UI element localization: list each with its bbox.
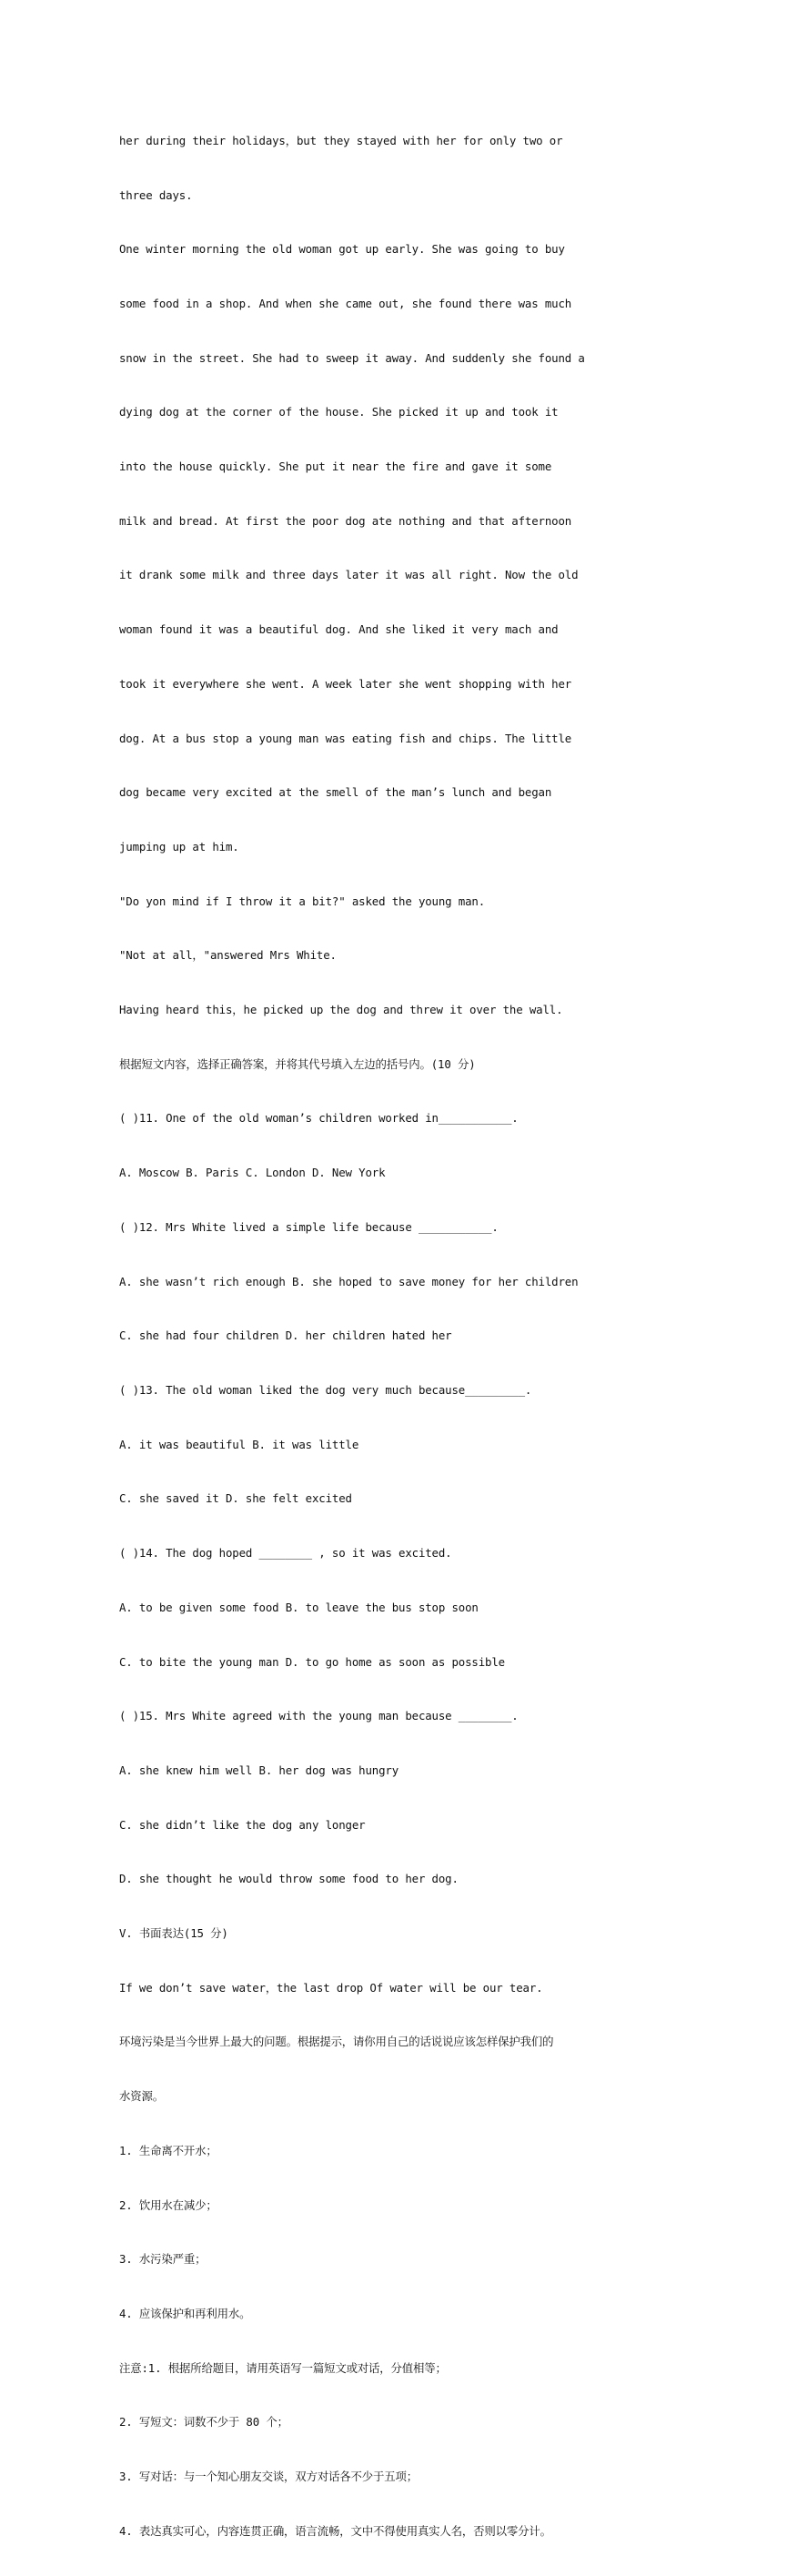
- question-14: ( )14. The dog hoped ________ , so it was excited.: [119, 1546, 452, 1561]
- passage-line: three days.: [119, 187, 193, 202]
- question-12: ( )12. Mrs White lived a simple life because ___________.: [119, 1219, 499, 1234]
- dialogue-line: "Not at all，"answered Mrs White.: [119, 948, 337, 963]
- passage-line: snow in the street. She had to sweep it away. And suddenly she found a: [119, 350, 585, 365]
- question-15: ( )15. Mrs White agreed with the young man because ________.: [119, 1709, 519, 1723]
- passage-line: dying dog at the corner of the house. She picked it up and took it: [119, 405, 559, 419]
- passage-line: One winter morning the old woman got up early. She was going to buy: [119, 242, 565, 257]
- passage-line: took it everywhere she went. A week later she went shopping with her: [119, 676, 572, 691]
- passage-line: dog. At a bus stop a young man was eating fish and chips. The little: [119, 731, 572, 745]
- section-instruction: 根据短文内容，选择正确答案，并将其代号填入左边的括号内。(10 分): [119, 1056, 476, 1071]
- question-11: ( )11. One of the old woman’s children worked in___________.: [119, 1111, 519, 1126]
- question-12-options: A. she wasn’t rich enough B. she hoped to save money for her children: [119, 1274, 579, 1288]
- passage-line: milk and bread. At first the poor dog ate nothing and that afternoon: [119, 513, 572, 528]
- writing-prompt: 水资源。: [119, 2089, 164, 2104]
- document-body: [119, 96, 756, 2576]
- question-14-options: C. to bite the young man D. to go home as soon as possible: [119, 1654, 505, 1669]
- passage-line: dog became very excited at the smell of the man’s lunch and began: [119, 785, 552, 800]
- question-15-options: D. she thought he would throw some food to her dog.: [119, 1872, 459, 1886]
- passage-line: some food in a shop. And when she came out, she found there was much: [119, 296, 572, 310]
- note-item: 注意:1. 根据所给题目，请用英语写一篇短文或对话，分值相等；: [119, 2360, 447, 2375]
- question-12-options: C. she had four children D. her children hated her: [119, 1328, 452, 1343]
- question-13-options: A. it was beautiful B. it was little: [119, 1437, 359, 1451]
- writing-prompt: 环境污染是当今世界上最大的问题。根据提示，请你用自己的话说说应该怎样保护我们的: [119, 2035, 554, 2049]
- note-item: 4. 表达真实可心，内容连贯正确，语言流畅，文中不得使用真实人名，否则以零分计。: [119, 2523, 551, 2538]
- question-14-options: A. to be given some food B. to leave the bus stop soon: [119, 1600, 479, 1614]
- passage-line: jumping up at him.: [119, 839, 239, 854]
- hint-item: 1. 生命离不开水；: [119, 2143, 217, 2157]
- passage-line: it drank some milk and three days later it was all right. Now the old: [119, 568, 579, 582]
- note-item: 2. 写短文：词数不少于 80 个；: [119, 2415, 288, 2430]
- passage-line: her during their holidays，but they stayed with her for only two or: [119, 133, 563, 147]
- hint-item: 4. 应该保护和再利用水。: [119, 2306, 251, 2320]
- note-item: 3. 写对话：与一个知心朋友交谈，双方对话各不少于五项；: [119, 2470, 418, 2484]
- dialogue-line: "Do yon mind if I throw it a bit?" asked the young man.: [119, 894, 486, 908]
- section-heading: V. 书面表达(15 分): [119, 1926, 228, 1941]
- passage-line: into the house quickly. She put it near the fire and gave it some: [119, 460, 552, 474]
- question-15-options: A. she knew him well B. her dog was hungry: [119, 1763, 399, 1777]
- question-15-options: C. she didn’t like the dog any longer: [119, 1817, 366, 1832]
- passage-line: Having heard this，he picked up the dog and threw it over the wall.: [119, 1003, 563, 1017]
- hint-item: 3. 水污染严重；: [119, 2252, 207, 2267]
- question-11-options: A. Moscow B. Paris C. London D. New York: [119, 1166, 386, 1180]
- hint-item: 2. 饮用水在减少；: [119, 2197, 217, 2212]
- question-13-options: C. she saved it D. she felt excited: [119, 1491, 352, 1506]
- question-13: ( )13. The old woman liked the dog very much because_________.: [119, 1382, 532, 1397]
- passage-line: woman found it was a beautiful dog. And she liked it very mach and: [119, 622, 559, 637]
- writing-prompt: If we don’t save water，the last drop Of water will be our tear.: [119, 1980, 543, 1995]
